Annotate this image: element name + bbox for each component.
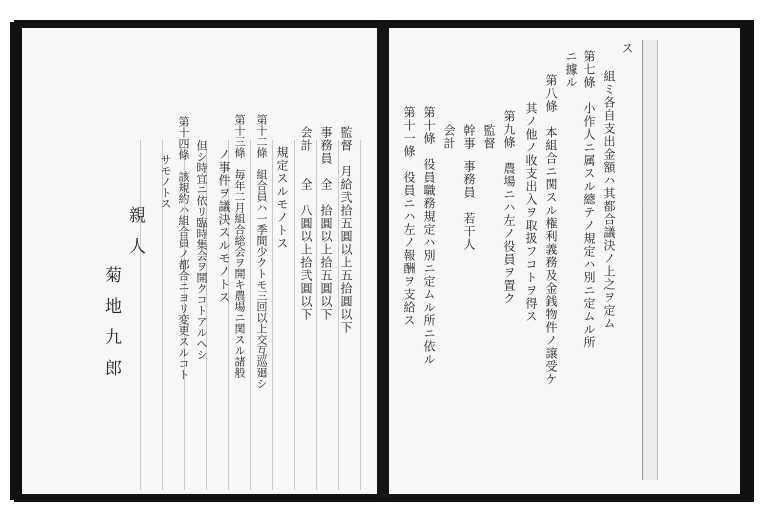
right-line-8: 第九條 農場ニハ左ノ役員ヲ置ク [502,110,516,305]
left-line-9: 第十四條 該規約ハ組合員ノ都合ニヨリ変更スルコト [177,116,190,380]
left-page [22,28,377,494]
left-line-3: 会計 全 八圓以上拾弐圓以下 [299,126,313,321]
signature-name: 菊地九郎 [101,266,121,390]
left-line-6: 第十三條 毎年二月組合総会ヲ開キ農場ニ関スル諸般 [233,114,246,378]
right-page [389,28,740,494]
book-spine [377,22,389,498]
page-edge [642,40,658,480]
right-line-11: 事務員 若干人 [462,160,476,251]
signature-role: 親人 [125,206,145,268]
right-line-12: 会計 [442,124,456,150]
right-line-5: ニ據ル [564,50,578,89]
left-line-4: 規定スルモノトス [275,146,289,250]
right-line-14: 第十一條 役員ニハ左ノ報酬ヲ支給ス [402,106,416,327]
right-line-6: 第八條 本組合ニ関スル権利義務及金銭物件ノ譲受ケ [544,74,558,386]
left-line-1: 監督 月給弐拾五圓以上五拾圓以下 [339,126,353,334]
left-line-7: ノ事件ヲ議決スルモノトス [217,148,231,304]
right-line-9: 監督 [482,124,496,150]
left-line-5: 第十二條 組合員ハ一季間少クトモ三回以上交互巡廻シ [255,114,268,389]
left-line-8: 但シ時宜ニ依リ臨時集会ヲ開クコトアルヘシ [195,140,208,360]
scan-frame-right [740,22,754,500]
right-line-4: 第七條 小作人ニ属スル總テノ規定ハ別ニ定ムル所 [582,50,596,349]
right-line-2: ス [620,42,634,55]
right-line-10: 幹事 [462,124,476,150]
right-line-7: 其ノ他ノ收支出入ヲ取扱フコトヲ得ス [524,102,538,323]
scan-frame-left [10,22,22,500]
left-line-10: サモノトス [159,154,172,209]
right-line-13: 第十條 役員職務規定ハ別ニ定ムル所ニ依ル [422,106,436,366]
right-line-3: 組ミ各自支出金額ハ其都合議決ノ上之ヲ定ム [602,70,616,330]
left-line-2: 事務員 全 拾圓以上拾五圓以下 [319,126,333,321]
